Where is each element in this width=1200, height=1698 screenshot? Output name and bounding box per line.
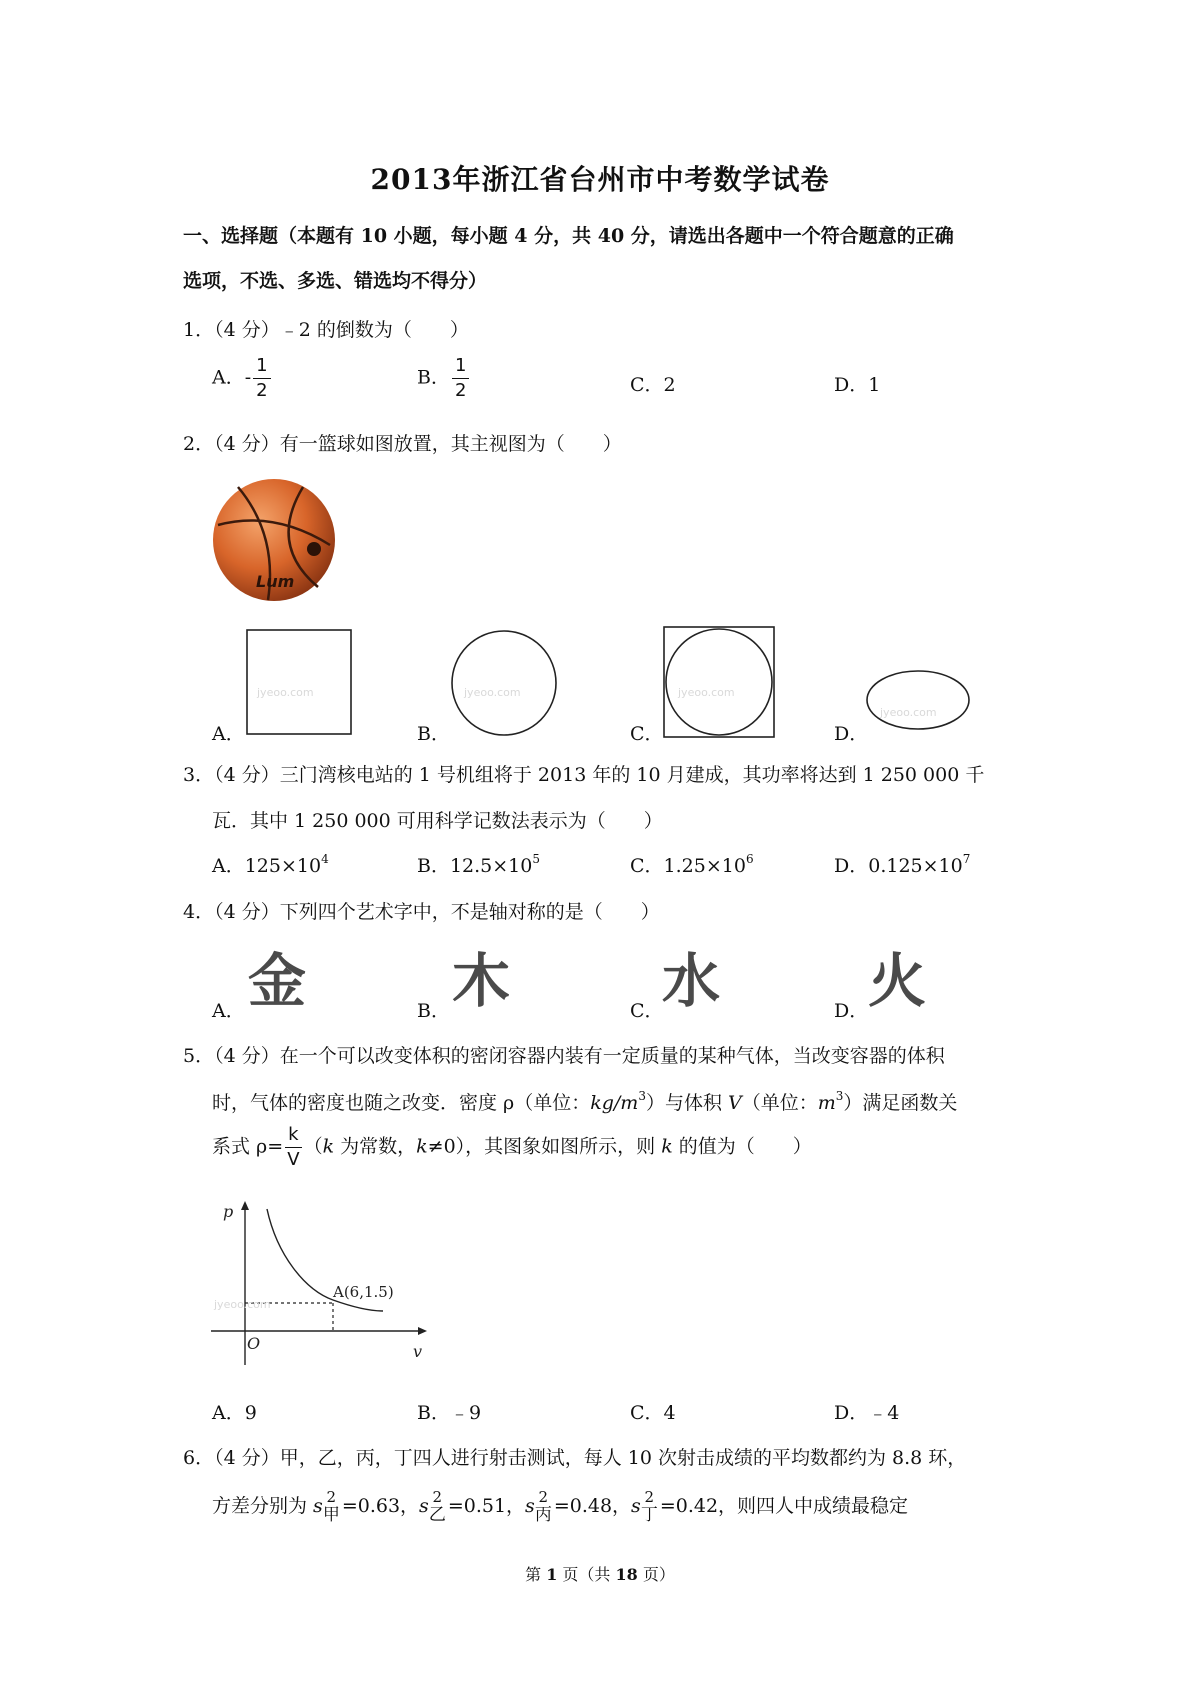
ball-brand-text: Lum (256, 572, 295, 591)
fraction-b-denominator: 2 (454, 380, 467, 401)
option-d-base: D．0.125×10 (834, 855, 963, 877)
question-2-option-c-label: C． (630, 723, 664, 745)
option-b-exponent: 5 (532, 852, 541, 866)
option-d-ellipse-figure (864, 668, 972, 732)
variance-square: 2 (432, 1488, 443, 1506)
variable-v: V (728, 1092, 742, 1114)
variance-subscript: 甲 (322, 1505, 340, 1525)
basketball-image (208, 475, 340, 605)
unit-density: kg/m (590, 1092, 639, 1114)
option-c-base: C．1.25×10 (630, 855, 746, 877)
question-4-option-c-label: C． (630, 1000, 664, 1022)
footer-text: 页（共 (557, 1565, 616, 1584)
fraction-a-denominator: 2 (256, 380, 268, 401)
fraction-numerator: k (285, 1126, 301, 1148)
q5-text: 时，气体的密度也随之改变．密度 ρ（单位： (212, 1092, 591, 1114)
art-character-huo: 火 (868, 947, 927, 1015)
option-a-sign: - (244, 366, 252, 389)
watermark-b: jyeoo.com (464, 686, 521, 699)
fraction-b-numerator: 1 (452, 357, 469, 379)
question-3-option-a (212, 851, 329, 878)
question-3-option-c (630, 851, 754, 878)
option-a-exponent: 4 (321, 852, 329, 866)
q5-text: （单位： (741, 1092, 818, 1114)
art-character-jin: 金 (248, 947, 307, 1015)
variance-square: 2 (538, 1488, 549, 1506)
watermark-a: jyeoo.com (257, 686, 314, 699)
question-5-option-a: A．9 (212, 1402, 257, 1424)
question-5-line2 (212, 1088, 957, 1115)
variance-symbol: s (313, 1495, 323, 1517)
q5-text: （ (303, 1135, 323, 1158)
question-3-option-d (834, 851, 970, 878)
option-b-label: B． (417, 366, 450, 389)
question-3-line1: 3．（4 分）三门湾核电站的 1 号机组将于 2013 年的 10 月建成，其功率将达到 1 250 000 千 (183, 764, 985, 786)
page-title: 2013年浙江省台州市中考数学试卷 (370, 163, 830, 196)
option-c-circle-in-square-figure (662, 625, 778, 741)
section-heading-line2: 选项，不选、多选、错选均不得分） (183, 270, 488, 292)
ball-logo-mark (307, 542, 321, 556)
q5-text: 的值为（ ） (672, 1135, 812, 1158)
y-axis-arrow (241, 1201, 249, 1210)
q5-text: 为常数， (334, 1135, 417, 1158)
variance-value: =0.42，则四人中成绩最稳定 (659, 1495, 909, 1517)
question-2-option-b-label: B． (417, 723, 450, 745)
variance-square: 2 (644, 1488, 655, 1506)
question-5-option-c: C．4 (630, 1402, 676, 1424)
q5-text: ）与体积 (645, 1092, 728, 1114)
question-3-line2: 瓦．其中 1 250 000 可用科学记数法表示为（ ） (212, 810, 663, 832)
q5-text: ≠0），其图象如图所示，则 (427, 1135, 662, 1158)
unit-volume-exponent: 3 (835, 1089, 844, 1103)
question-1-option-c: C．2 (630, 374, 676, 396)
circle-shape (452, 631, 556, 735)
unit-volume: m (817, 1092, 836, 1114)
variance-index-jia (323, 1490, 340, 1524)
variance-index-bing (535, 1490, 552, 1524)
y-axis-label: p (223, 1202, 234, 1221)
variance-value: =0.63， (341, 1495, 420, 1517)
art-character-mu: 木 (452, 947, 511, 1015)
x-axis-arrow (418, 1327, 427, 1335)
option-a-base: A．125×10 (212, 855, 322, 877)
option-b-circle-figure (448, 628, 560, 740)
variance-symbol: s (631, 1495, 641, 1517)
total-page-count: 18 (615, 1565, 638, 1584)
variance-value: =0.48， (553, 1495, 632, 1517)
question-4-option-b-label: B． (417, 1000, 450, 1022)
question-4-stem: 4．（4 分）下列四个艺术字中，不是轴对称的是（ ） (183, 901, 660, 923)
question-1-stem: 1．（4 分）﹣2 的倒数为（ ） (183, 319, 469, 341)
unit-density-exponent: 3 (638, 1089, 646, 1103)
question-2-stem: 2．（4 分）有一篮球如图放置，其主视图为（ ） (183, 433, 622, 455)
variable-k: k (322, 1135, 335, 1158)
footer-text: 页） (637, 1565, 675, 1584)
question-4-option-d-label: D． (834, 1000, 869, 1022)
footer-text: 第 (525, 1565, 547, 1584)
q5-text: 系式 ρ= (212, 1135, 284, 1158)
variance-square: 2 (326, 1488, 337, 1506)
question-5-line1: 5．（4 分）在一个可以改变体积的密闭容器内装有一定质量的某种气体，当改变容器的体积 (183, 1045, 945, 1067)
option-b-base: B．12.5×10 (417, 855, 533, 877)
question-4-option-a-label: A． (212, 1000, 245, 1022)
section-heading-line1: 一、选择题（本题有 10 小题，每小题 4 分，共 40 分，请选出各题中一个符合题意的正确 (183, 225, 954, 247)
fraction-a (253, 357, 270, 400)
option-d-exponent: 7 (962, 852, 971, 866)
question-1-option-d: D．1 (834, 374, 881, 396)
q6-text: 方差分别为 (212, 1495, 314, 1517)
option-a-label: A． (212, 366, 245, 389)
current-page-number: 1 (546, 1565, 558, 1584)
square-shape (664, 627, 774, 737)
variance-subscript: 乙 (428, 1505, 446, 1525)
question-1-option-b (417, 357, 471, 400)
square-shape (247, 630, 351, 734)
question-2-option-d-label: D． (834, 723, 869, 745)
question-1-option-a (212, 357, 273, 400)
question-5-option-d: D．﹣4 (834, 1402, 900, 1424)
watermark-graph: jyeoo.com (214, 1298, 271, 1311)
art-character-shui: 水 (662, 947, 721, 1015)
watermark-c: jyeoo.com (678, 686, 735, 699)
question-5-line3 (212, 1126, 812, 1169)
variance-index-ding (641, 1490, 658, 1524)
question-6-line2 (212, 1490, 908, 1524)
fraction-a-numerator: 1 (253, 357, 270, 379)
watermark-d: jyeoo.com (880, 706, 937, 719)
option-c-exponent: 6 (745, 852, 754, 866)
variance-index-yi (429, 1490, 446, 1524)
variance-value: =0.51， (447, 1495, 526, 1517)
question-6-line1: 6．（4 分）甲，乙，丙，丁四人进行射击测试，每人 10 次射击成绩的平均数都约为 8.8 环， (183, 1447, 967, 1469)
fraction-k-over-v (285, 1126, 301, 1169)
origin-label: O (247, 1334, 261, 1353)
variance-subscript: 丙 (534, 1505, 552, 1525)
ellipse-shape (867, 671, 969, 729)
q5-text: ）满足函数关 (843, 1092, 958, 1114)
variable-k: k (416, 1135, 428, 1158)
question-3-option-b (417, 851, 540, 878)
page-footer (0, 1562, 1200, 1585)
option-a-square-figure (245, 628, 355, 738)
inverse-function-graph (205, 1195, 435, 1375)
variable-k: k (661, 1135, 673, 1158)
variance-symbol: s (419, 1495, 429, 1517)
variance-subscript: 丁 (640, 1505, 658, 1525)
x-axis-label: v (413, 1342, 423, 1361)
fraction-b (452, 357, 469, 400)
question-2-option-a-label: A． (212, 723, 245, 745)
point-a-label: A(6,1.5) (333, 1283, 394, 1301)
circle-shape (666, 629, 772, 735)
question-5-option-b: B．﹣9 (417, 1402, 482, 1424)
variance-symbol: s (525, 1495, 535, 1517)
fraction-denominator: V (287, 1149, 300, 1170)
